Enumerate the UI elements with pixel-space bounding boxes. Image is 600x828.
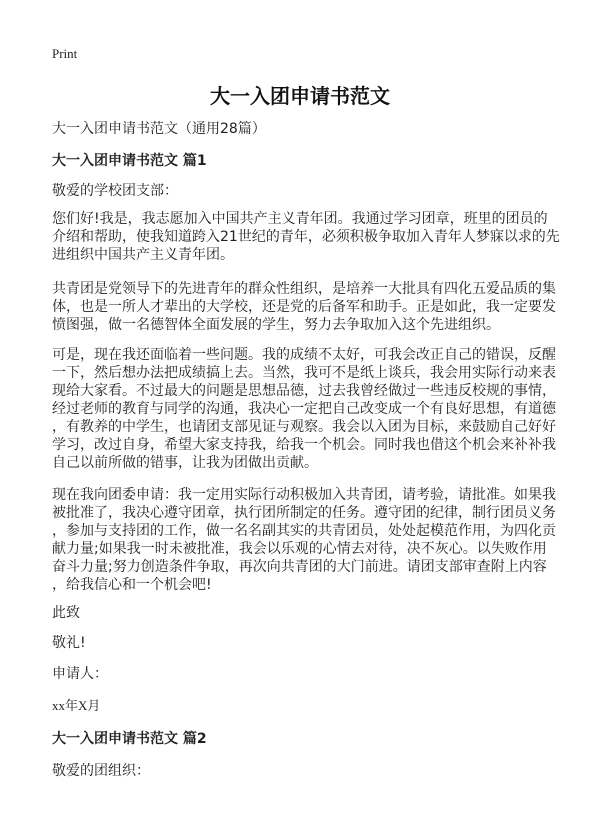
section-heading-1: 大一入团申请书范文 篇1	[52, 153, 207, 169]
text-line: 可是，现在我还面临着一些问题。我的成绩不太好，可我会改正自己的错误，反醒	[52, 347, 556, 363]
applicant-label: 申请人：	[52, 666, 108, 682]
text-line: ，给我信心和一个机会吧!	[52, 577, 212, 593]
text-line: 现给大家看。不过最大的问题是思想品德，过去我曾经做过一些违反校规的事情，	[52, 383, 556, 399]
text-line: 进组织中国共产主义青年团。	[52, 247, 234, 263]
date: xx年X月	[52, 698, 101, 713]
text-line: 奋斗力量;努力创造条件争取，再次向共青团的大门前进。请团支部审查附上内容	[52, 559, 547, 575]
text-line: 经过老师的教育与同学的沟通，我决心一定把自己改变成一个有良好思想，有道德	[52, 401, 556, 417]
text-line: 介绍和帮助，使我知道跨入21世纪的青年，必须积极争取加入青年人梦寐以求的先	[52, 229, 560, 245]
print-link[interactable]: Print	[52, 46, 78, 61]
text-line: 体，也是一所人才辈出的大学校，还是党的后备军和助手。正是如此，我一定要发	[52, 299, 556, 315]
salutation-2: 敬爱的团组织：	[52, 763, 150, 779]
paragraph-2	[52, 280, 556, 334]
text-line: 一下，然后想办法把成绩搞上去。当然，我可不是纸上谈兵，我会用实际行动来表	[52, 365, 556, 381]
salute: 敬礼!	[52, 635, 86, 651]
paragraph-1	[52, 210, 560, 264]
subtitle: 大一入团申请书范文（通用28篇）	[52, 121, 266, 137]
text-line: 共青团是党领导下的先进青年的群众性组织，是培养一大批具有四化五爱品质的集	[52, 281, 556, 297]
text-line: 现在我向团委申请：我一定用实际行动积极加入共青团，请考验，请批准。如果我	[52, 487, 556, 503]
text-line: 愤图强，做一名德智体全面发展的学生，努力去争取加入这个先进组织。	[52, 317, 500, 333]
paragraph-3	[52, 346, 556, 472]
closing: 此致	[52, 605, 80, 621]
text-line: 您们好!我是，我志愿加入中国共产主义青年团。我通过学习团章，班里的团员的	[52, 211, 548, 227]
text-line: 自己以前所做的错事，让我为团做出贡献。	[52, 455, 318, 471]
text-line: 被批准了，我决心遵守团章，执行团所制定的任务。遵守团的纪律，制行团员义务	[52, 505, 556, 521]
text-line: ，参加与支持团的工作，做一名名副其实的共青团员，处处起模范作用，为四化贡	[52, 523, 556, 539]
text-line: 献力量;如果我一时未被批准，我会以乐观的心情去对待，决不灰心。以失败作用	[52, 541, 547, 557]
page-title: 大一入团申请书范文	[210, 84, 390, 108]
paragraph-4	[52, 486, 556, 594]
text-line: 学习，改过自身，希望大家支持我，给我一个机会。同时我也借这个机会来补补我	[52, 437, 556, 453]
text-line: ，有教养的中学生，也请团支部见证与观察。我会以入团为目标，来鼓励自己好好	[52, 419, 556, 435]
section-heading-2: 大一入团申请书范文 篇2	[52, 731, 207, 747]
salutation-1: 敬爱的学校团支部：	[52, 183, 178, 199]
